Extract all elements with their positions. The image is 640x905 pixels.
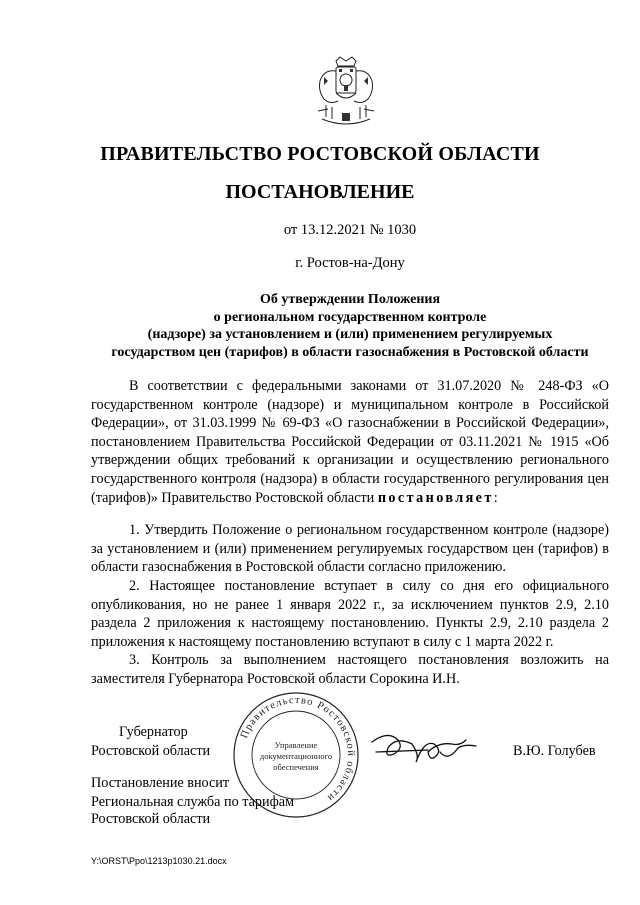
date-number: от 13.12.2021 № 1030 <box>283 222 417 238</box>
subject-line: (надзоре) за установлением и (или) применением регулируемых <box>147 327 553 342</box>
subject-line: государством цен (тарифов) в области газоснабжения в Ростовской области <box>111 344 589 360</box>
document-subject <box>70 291 630 361</box>
item-3: 3. Контроль за выполнением настоящего постановления возложить на заместителя Губернатора Ростовской области Сорокина И.Н. <box>91 652 609 687</box>
submitted-by-line2: Региональная служба по тарифам <box>91 794 295 810</box>
coat-of-arms-icon <box>312 55 380 129</box>
stamp-outer-text: Правительство Ростовской области <box>238 694 357 804</box>
stamp-inner-line: обеспечения <box>273 762 319 772</box>
stamp-inner-line: Управление <box>274 740 318 750</box>
preamble-paragraph <box>91 377 609 507</box>
submitted-by-line3: Ростовской области <box>91 811 211 827</box>
signer-title-line2: Ростовской области <box>91 743 211 759</box>
subject-line: о региональном государственном контроле <box>213 309 487 325</box>
signer-title-line1: Губернатор <box>119 724 188 740</box>
signer-name: В.Ю. Голубев <box>513 743 596 759</box>
stamp-inner-line: документационного <box>259 751 333 761</box>
handwritten-signature <box>368 722 480 772</box>
subject-line: Об утверждении Положения <box>259 292 441 307</box>
organization-title: ПРАВИТЕЛЬСТВО РОСТОВСКОЙ ОБЛАСТИ <box>100 143 540 165</box>
decree-colon: : <box>493 489 498 506</box>
city: г. Ростов-на-Дону <box>295 255 405 271</box>
preamble-text: В соответствии с федеральными законами от 31.07.2020 № 248-ФЗ «О государственном контроле (надзоре) и муниципальном контроле в Российской Федерации», от 31.03.1999 № 69-ФЗ «О газоснабжении в Российской Федерации», постановлением Правительства Российской Федерации от 03.11.2021 № 1915 «Об утверждении общих требований к организации и осуществлению регионального государственного контроля (надзора) в области государственного регулирования цен (тарифов)» Правительство Ростовской области <box>91 378 609 506</box>
decree-word: постановляет <box>377 489 494 506</box>
document-body <box>91 377 609 689</box>
submitted-by-line1: Постановление вносит <box>91 775 230 791</box>
item-1: 1. Утвердить Положение о региональном государственном контроле (надзоре) за установлением и (или) применением регулируемых государством цен (тарифов) в области газоснабжения в Ростовской области согласно приложению. <box>91 522 609 576</box>
file-path: Y:\ORST\Ppo\1213p1030.21.docx <box>91 856 227 866</box>
item-2: 2. Настоящее постановление вступает в силу со дня его официального опубликования, но не ранее 1 января 2022 г., за исключением пунктов 2.9, 2.10 раздела 2 приложения к настоящему постановлению. Пункты 2.9, 2.10 раздела 2 приложения к настоящему постановлению вступают в силу с 1 марта 2022 г. <box>91 577 609 650</box>
document-type: ПОСТАНОВЛЕНИЕ <box>225 181 415 203</box>
